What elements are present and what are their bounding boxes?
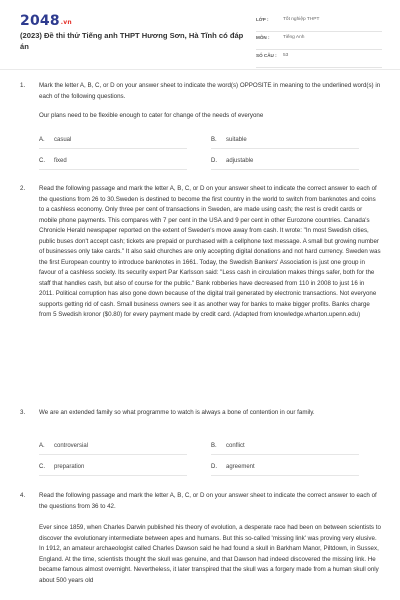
meta-label: SỐ CÂU : [256,53,277,58]
option-underline [39,148,187,149]
question-prompt: Read the following passage and mark the letter A, B, C, or D on your answer sheet to indicate the correct answer to each of the questions from 26 to 30.Sweden is destined to become the first country in the world to switch from banknotes and coins to a cashless economy. Only three per cent of transactions in Sweden, are made using cash; the rest is credit cards or mobile phone payments. This compares with 7 per cent in the USA and 9 per cent in other Eurozone countries. Canada's Chronicle Herald newspaper reported on the extent of Sweden's move away from cash. It wrote: "In most Swedish cities, public buses don't accept cash; tickets are prepaid or purchased with a cellphone text message. A small but growing number of businesses only take cards." It also said churches are only accepting digital donations and not hard currency. Sweden was the first European country to introduce banknotes in 1661. Today, the Swedish Bankers' Association is just one group in favour of a cashless society. Its security expert Par Karlsson said: "Less cash in circulation makes things safer, both for the staff that handles cash, but also of course for the public." Bank robberies have decreased from 110 in 2008 to just 16 in 2011. Political corruption has also gone down because of the digital trail generated by electronic transactions. Not everyone supports getting rid of cash. Small business owners see it as another way for banks to make bigger profits. Banks charge from 5 Swedish kronor ($0.80) for every payment made by credit card. (Adapted from knowledge.wharton.upenn.edu) [39,185,381,318]
option-text: adjustable [226,158,254,164]
option-text: fixed [54,158,67,164]
exam-meta [256,14,382,68]
meta-label: MÔN : [256,35,270,40]
question-number: 1. [20,82,26,89]
answer-option-a[interactable] [39,440,199,456]
question-sentence: Our plans need to be flexible enough to cater for change of the needs of everyone [39,112,264,119]
option-underline [211,169,359,170]
meta-label: LỚP : [256,17,269,22]
meta-row-count [256,50,382,68]
page-title: (2023) Đề thi thử Tiếng anh THPT Hương Sơn, Hà Tĩnh có đáp án [20,31,244,51]
site-logo[interactable] [20,13,72,29]
meta-value: 53 [283,53,289,58]
question-4 [0,491,400,600]
meta-value: Tiếng Anh [283,35,305,40]
option-text: conflict [226,443,245,449]
meta-row-subject [256,32,382,50]
answer-option-a[interactable] [39,134,199,150]
option-underline [211,454,359,455]
question-prompt: Mark the letter A, B, C, or D on your answer sheet to indicate the word(s) OPPOSITE in meaning to the underlined word(s) in each of the following questions. [39,82,381,100]
option-text: suitable [226,137,247,143]
question-prompt: Read the following passage and mark the letter A, B, C, or D on your answer sheet to indicate the correct answer to each of the questions from 36 to 42. [39,492,377,510]
option-letter: B. [211,443,217,449]
option-underline [211,148,359,149]
answer-option-c[interactable] [39,155,199,171]
option-text: preparation [54,464,85,470]
meta-row-class [256,14,382,32]
option-text: casual [54,137,72,143]
option-letter: D. [211,464,217,470]
option-letter: A. [39,443,45,449]
option-underline [39,169,187,170]
option-letter: B. [211,137,217,143]
question-number: 2. [20,185,26,192]
logo-text: 2048 [20,13,60,29]
question-number: 4. [20,492,26,499]
option-letter: C. [39,464,45,470]
option-letter: C. [39,158,45,164]
page-header [0,0,400,66]
question-prompt: We are an extended family so what programme to watch is always a bone of contention in our family. [39,409,315,416]
answer-option-c[interactable] [39,461,199,477]
option-letter: D. [211,158,217,164]
option-underline [211,475,359,476]
answer-option-d[interactable] [211,461,371,477]
answer-option-d[interactable] [211,155,371,171]
header-divider [0,69,400,70]
answer-option-b[interactable] [211,134,371,150]
question-number: 3. [20,409,26,416]
answer-option-b[interactable] [211,440,371,456]
reading-passage: Ever since 1859, when Charles Darwin published his theory of evolution, a desperate race had been on between scientists to discover the evolutionary intermediate between apes and humans. But this so-called 'missing link' was proving very elusive. In 1912, an amateur archaeologist called Charles Dawson said he had found a skull in Barkham Manor, Piltdown, in Sussex, England. At the time, scientists thought the skull was genuine, and that Dawson had indeed discovered the missing link. He became famous almost overnight. Nevertheless, it later transpired that the skull was a forgery made from a human skull only about 500 years old [39,524,381,584]
option-letter: A. [39,137,45,143]
option-underline [39,454,187,455]
option-text: agreement [226,464,255,470]
option-text: controversial [54,443,89,449]
option-underline [39,475,187,476]
logo-tld: .vn [60,19,72,26]
meta-value: Tốt nghiệp THPT [283,17,320,22]
